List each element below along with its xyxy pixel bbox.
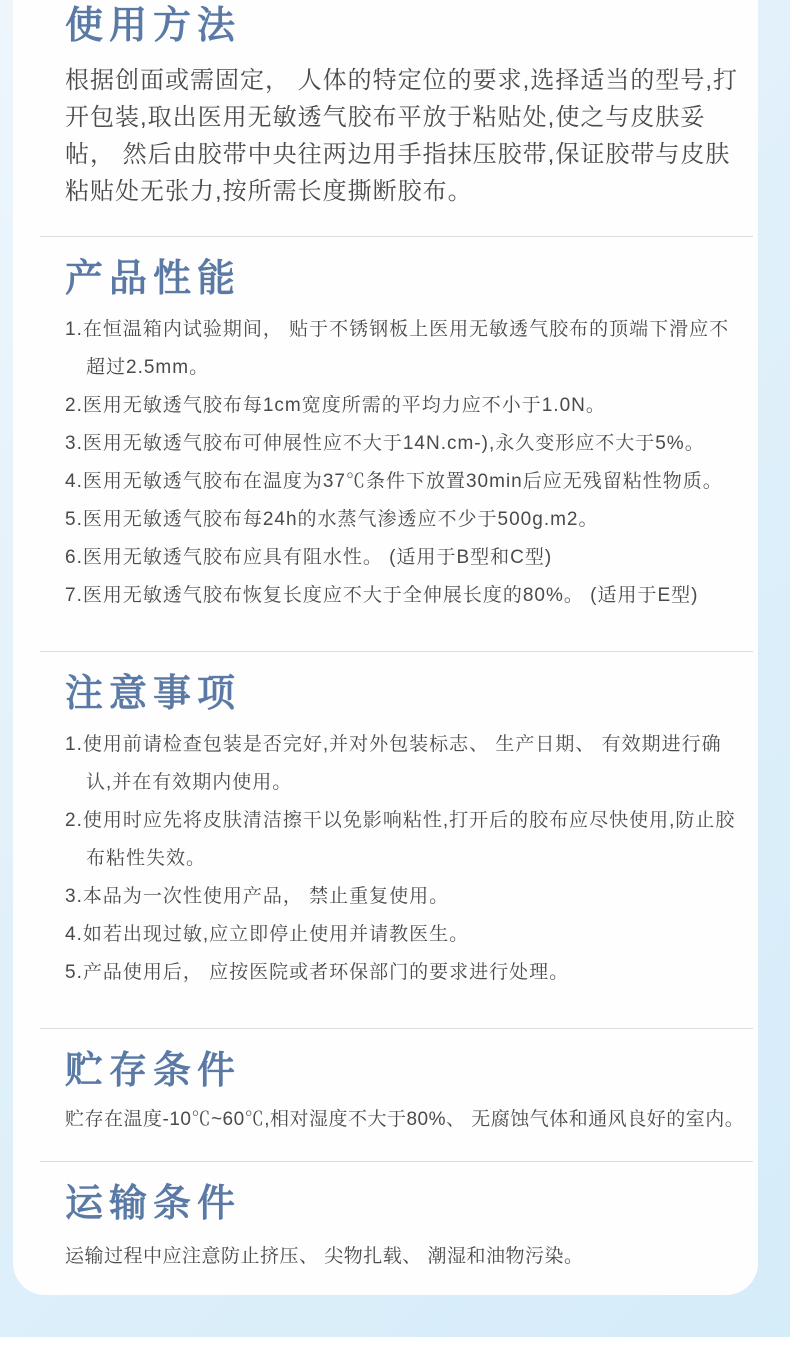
performance-item: 3.医用无敏透气胶布可伸展性应不大于14N.cm-),永久变形应不大于5%。 [65, 433, 705, 454]
performance-item: 6.医用无敏透气胶布应具有阻水性。 (适用于B型和C型) [65, 547, 553, 568]
storage-paragraph: 贮存在温度-10℃~60℃,相对湿度不大于80%、 无腐蚀气体和通风良好的室内。 [65, 1109, 745, 1130]
section-divider [40, 651, 753, 652]
performance-item: 2.医用无敏透气胶布每1cm宽度所需的平均力应不小于1.0N。 [65, 395, 606, 416]
performance-list [65, 311, 746, 615]
product-info-card [13, 0, 758, 1295]
page-bottom-gap [0, 1337, 790, 1345]
section-precautions [65, 672, 746, 992]
performance-item: 1.在恒温箱内试验期间， 贴于不锈钢板上医用无敏透气胶布的顶端下滑应不超过2.5mm。 [65, 319, 730, 378]
usage-paragraph: 根据创面或需固定， 人体的特定位的要求,选择适当的型号,打开包装,取出医用无敏透气胶布平放于粘贴处,使之与皮肤妥帖， 然后由胶带中央往两边用手指抹压胶带,保证胶带与皮肤粘贴处无张力,按所需长度撕断胶布。 [65, 67, 739, 205]
section-transport [65, 1182, 746, 1272]
section-performance [65, 257, 746, 615]
section-title-storage: 贮存条件 [65, 1050, 242, 1092]
precaution-item: 3.本品为一次性使用产品， 禁止重复使用。 [65, 886, 450, 907]
performance-item: 5.医用无敏透气胶布每24h的水蒸气渗透应不少于500g.m2。 [65, 509, 599, 530]
transport-paragraph: 运输过程中应注意防止挤压、 尖物扎载、 潮湿和油物污染。 [65, 1246, 584, 1267]
precaution-item: 5.产品使用后， 应按医院或者环保部门的要求进行处理。 [65, 962, 570, 983]
precaution-item: 1.使用前请检查包装是否完好,并对外包装标志、 生产日期、 有效期进行确认,并在有效期内使用。 [65, 734, 722, 793]
precaution-item: 4.如若出现过敏,应立即停止使用并请教医生。 [65, 924, 470, 945]
precautions-list [65, 726, 746, 992]
section-title-transport: 运输条件 [65, 1183, 242, 1225]
section-divider [40, 1028, 753, 1029]
section-title-performance: 产品性能 [65, 258, 242, 300]
section-storage [65, 1049, 746, 1135]
section-divider [40, 236, 753, 237]
section-usage [65, 4, 746, 210]
precaution-item: 2.使用时应先将皮肤清洁擦干以免影响粘性,打开后的胶布应尽快使用,防止胶布粘性失效。 [65, 810, 736, 869]
performance-item: 7.医用无敏透气胶布恢复长度应不大于全伸展长度的80%。 (适用于E型) [65, 585, 699, 606]
performance-item: 4.医用无敏透气胶布在温度为37℃条件下放置30min后应无残留粘性物质。 [65, 471, 723, 492]
section-title-precautions: 注意事项 [65, 673, 242, 715]
section-divider [40, 1161, 753, 1162]
section-title-usage: 使用方法 [65, 5, 242, 47]
